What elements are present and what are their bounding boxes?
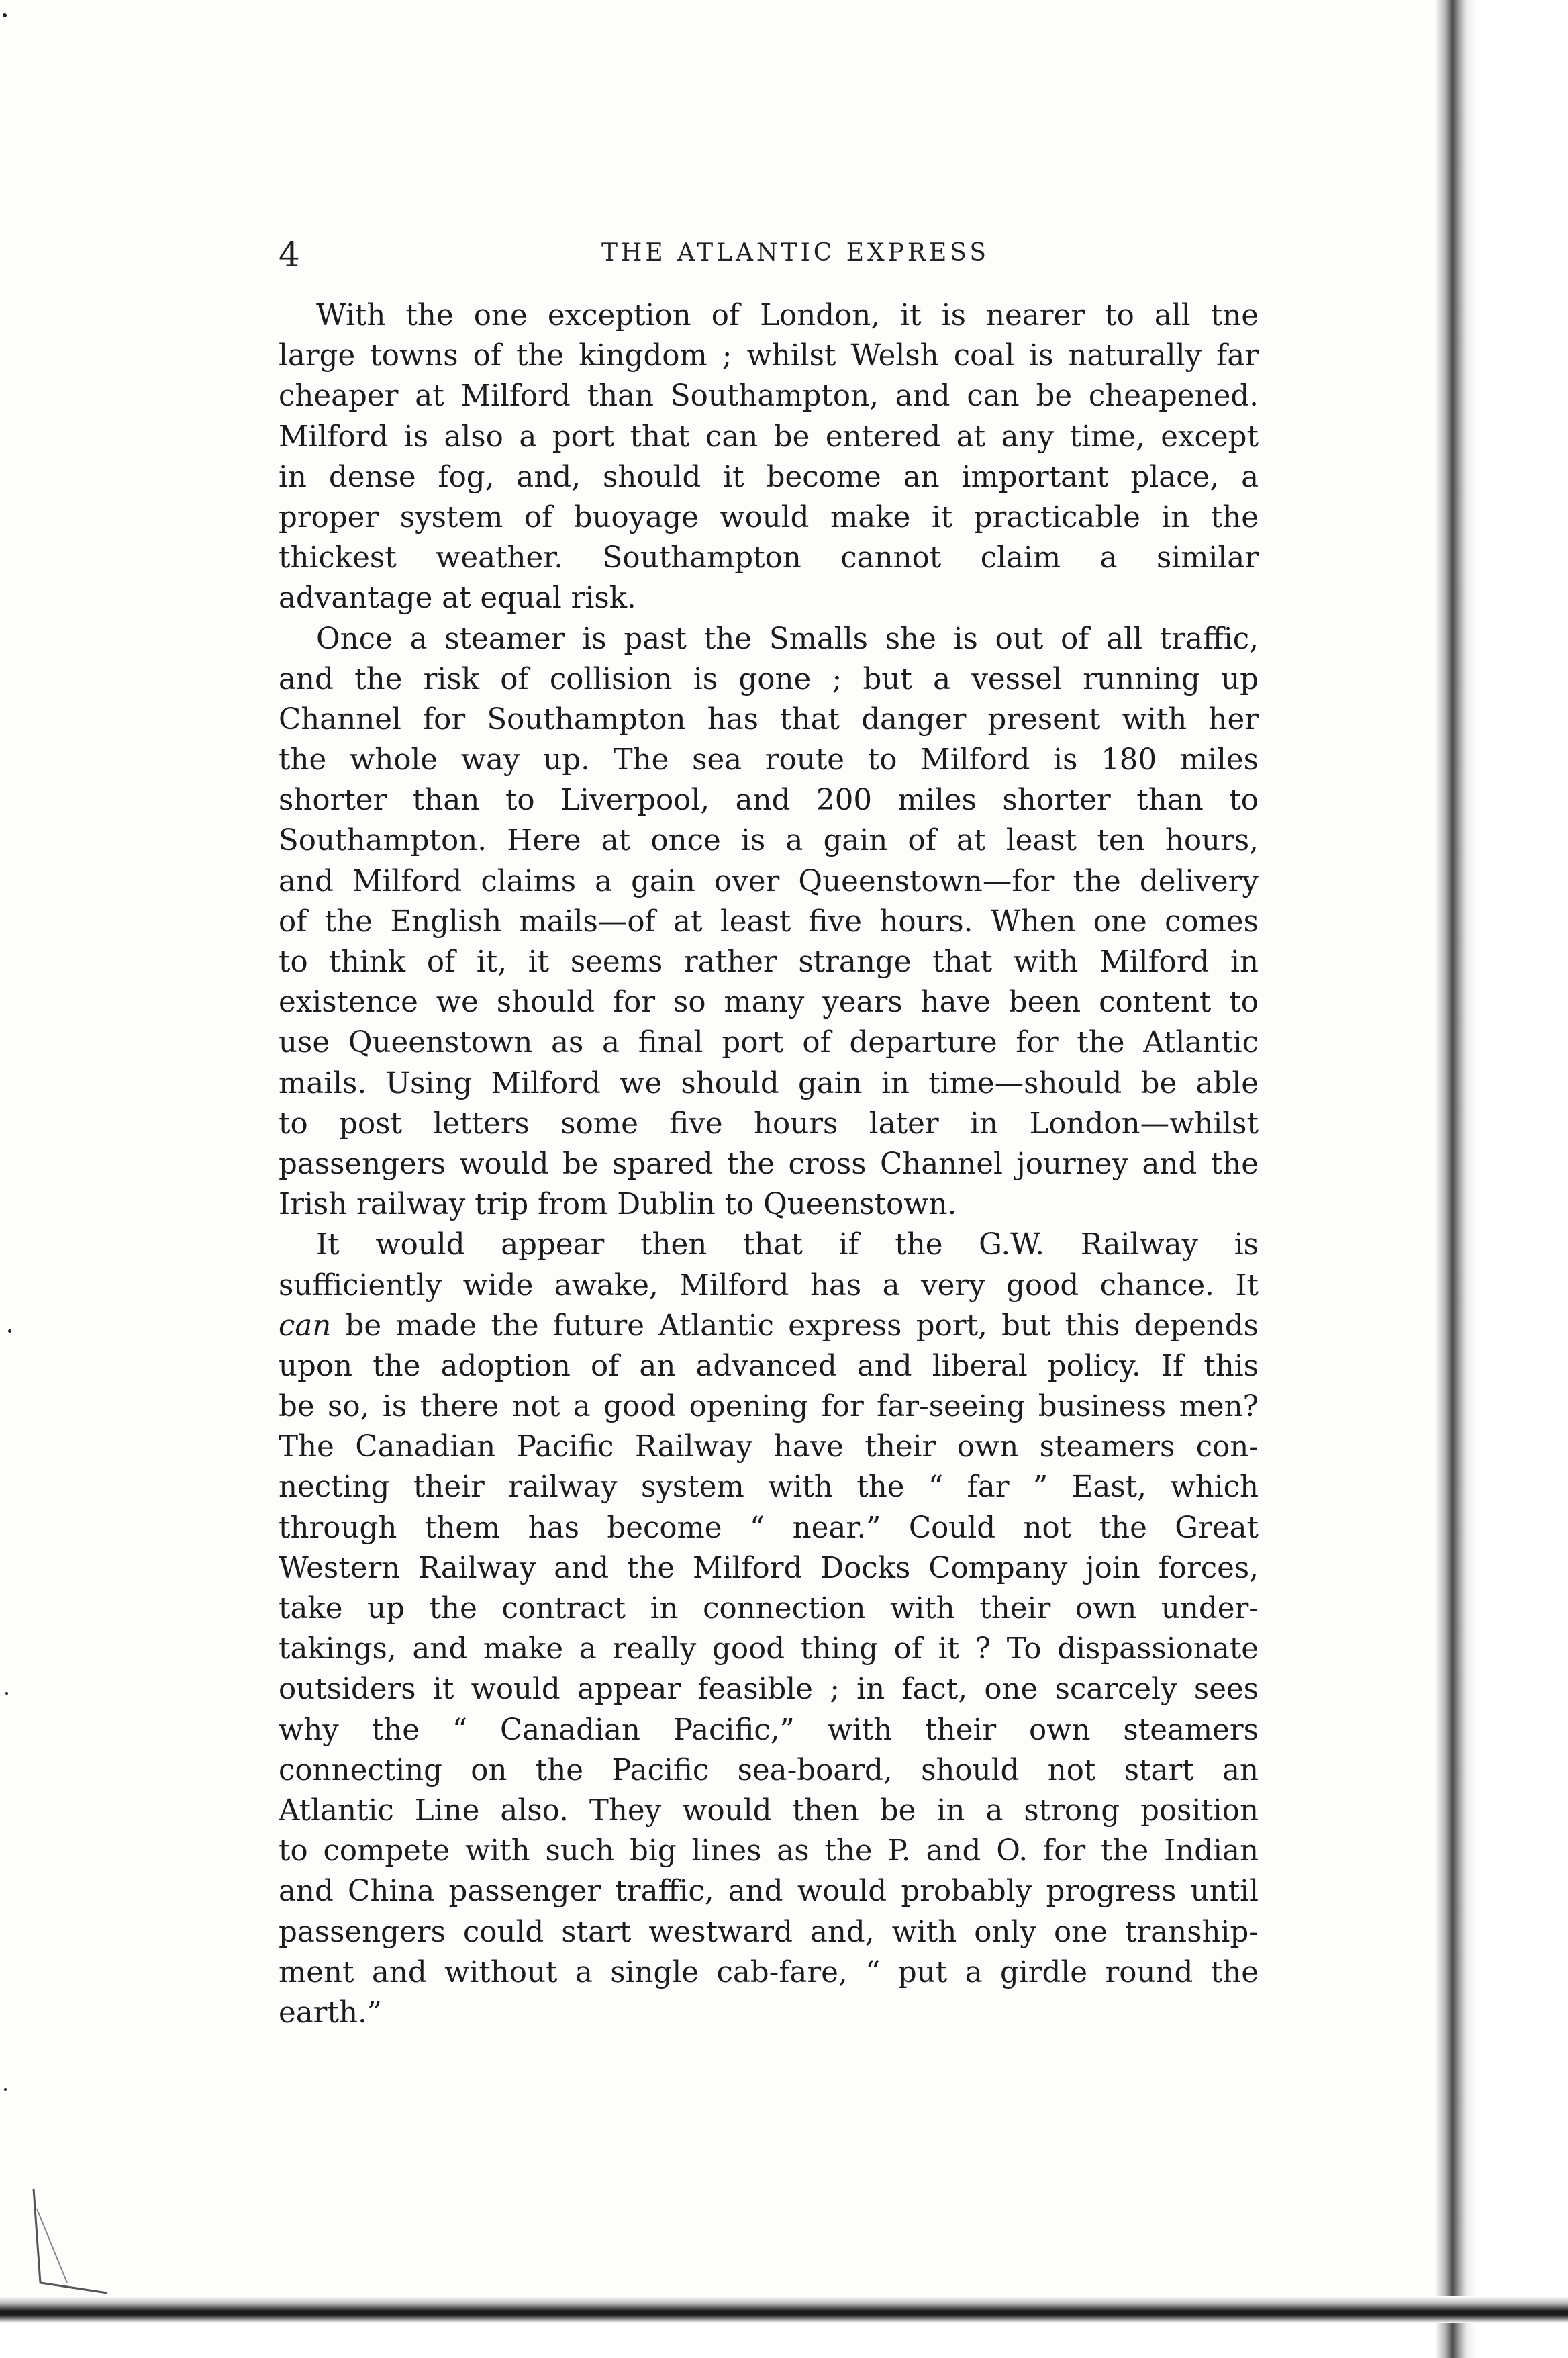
text-line: why the “ Canadian Pacific,” with their own steamers: [279, 1713, 1259, 1747]
text-line: ment and without a single cab-fare, “ put a girdle round the: [279, 1955, 1259, 1989]
text-line: upon the adoption of an advanced and liberal policy. If this: [279, 1349, 1259, 1383]
page-binding-edge: [1436, 0, 1477, 2358]
scan-speckle: [8, 1329, 11, 1333]
text-line: advantage at equal risk.: [279, 581, 636, 616]
text-line: sufficiently wide awake, Milford has a very good chance. It: [279, 1268, 1259, 1303]
text-line: shorter than to Liverpool, and 200 miles shorter than to: [279, 784, 1259, 818]
text-line: use Queenstown as a final port of departure for the Atlantic: [279, 1026, 1259, 1060]
text-line: Milford is also a port that can be entered at any time, except: [279, 420, 1259, 454]
paragraph-1: [279, 295, 1259, 619]
text-line: connecting on the Pacific sea-board, should not start an: [279, 1753, 1259, 1787]
scan-speckle: [5, 1692, 8, 1695]
text-line: large towns of the kingdom ; whilst Welsh coal is naturally far: [279, 339, 1259, 373]
page-number: 4: [279, 235, 300, 274]
text-line: cheaper at Milford than Southampton, and can be cheapened.: [279, 379, 1259, 414]
text-line: through them has become “ near.” Could not the Great: [279, 1511, 1259, 1545]
paragraph-2: [279, 619, 1259, 1225]
text-line: to compete with such big lines as the P. and O. for the Indian: [279, 1834, 1259, 1869]
body-text: [279, 295, 1259, 2033]
text-line: takings, and make a really good thing of it ? To dispassionate: [279, 1632, 1259, 1666]
text-line: passengers would be spared the cross Channel journey and the: [279, 1147, 1259, 1181]
paragraph-3: [279, 1225, 1259, 2033]
text-line: and China passenger traffic, and would probably progress until: [279, 1875, 1259, 1909]
text-line: to think of it, it seems rather strange that with Milford in: [279, 945, 1259, 979]
text-line: Channel for Southampton has that danger present with her: [279, 702, 1259, 737]
running-title: THE ATLANTIC EXPRESS: [601, 239, 989, 267]
text-line: Western Railway and the Milford Docks Company join forces,: [279, 1551, 1259, 1585]
text-line: and Milford claims a gain over Queenstown—for the delivery: [279, 864, 1259, 898]
text-line-rest: be made the future Atlantic express port, but this depends: [331, 1309, 1259, 1343]
text-line: be so, is there not a good opening for far-seeing business men?: [279, 1390, 1259, 1424]
emphasis-can: can: [279, 1309, 332, 1343]
corner-fold-mark: [27, 2182, 114, 2296]
text-line: and the risk of collision is gone ; but a vessel running up: [279, 662, 1259, 696]
text-line: to post letters some five hours later in London—whilst: [279, 1106, 1259, 1141]
text-line: Southampton. Here at once is a gain of at least ten hours,: [279, 824, 1259, 858]
text-line: The Canadian Pacific Railway have their own steamers con-: [279, 1430, 1259, 1464]
text-line: With the one exception of London, it is nearer to all tne: [316, 299, 1259, 332]
text-line: It would appear then that if the G.W. Railway is: [316, 1228, 1259, 1262]
text-line: take up the contract in connection with their own under-: [279, 1592, 1259, 1625]
running-head: [279, 235, 1259, 275]
text-line: in dense fog, and, should it become an important place, a: [279, 460, 1259, 494]
text-line: existence we should for so many years have been content to: [279, 986, 1259, 1020]
text-line-italic-can: [279, 1306, 1259, 1346]
text-line: earth.”: [279, 1995, 383, 2030]
scan-speckle: [3, 13, 7, 17]
text-line: passengers could start westward and, with only one tranship-: [279, 1915, 1259, 1949]
text-line: of the English mails—of at least five hours. When one comes: [279, 904, 1259, 939]
text-line: proper system of buoyage would make it practicable in the: [279, 500, 1259, 534]
text-line: Irish railway trip from Dublin to Queenstown.: [279, 1188, 957, 1222]
text-line: outsiders it would appear feasible ; in fact, one scarcely sees: [279, 1672, 1259, 1707]
page-bottom-edge: [0, 2296, 1568, 2323]
scan-speckle: [4, 2088, 7, 2091]
text-line: necting their railway system with the “ far ” East, which: [279, 1470, 1259, 1505]
text-line: Atlantic Line also. They would then be in a strong position: [279, 1793, 1259, 1828]
text-line: the whole way up. The sea route to Milford is 180 miles: [279, 743, 1259, 777]
text-line: Once a steamer is past the Smalls she is out of all traffic,: [316, 622, 1259, 656]
text-line: thickest weather. Southampton cannot claim a similar: [279, 541, 1259, 575]
text-line: mails. Using Milford we should gain in time—should be able: [279, 1066, 1259, 1100]
